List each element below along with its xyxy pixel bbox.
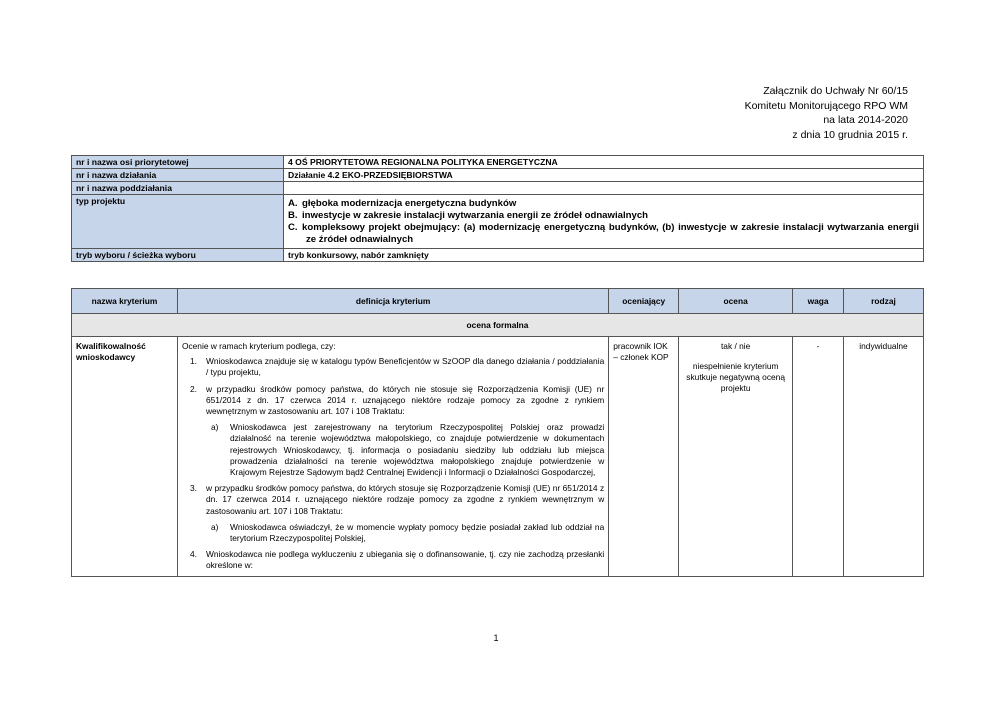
criteria-table	[71, 288, 924, 577]
definition-item: 1. Wnioskodawca znajduje się w katalogu typów Beneficjentów w SzOOP dla danego działania / poddziałania / typu projektu,	[189, 356, 605, 378]
info-row-action	[72, 169, 924, 182]
project-type-list	[288, 198, 919, 246]
header-line: Komitetu Monitorującego RPO WM	[744, 99, 908, 112]
project-type-item: A. głęboka modernizacja energetyczna budynków	[288, 198, 517, 209]
column-header-name: nazwa kryterium	[72, 289, 178, 314]
header-line: na lata 2014-2020	[823, 114, 908, 126]
definition-subitem: a) Wnioskodawca oświadczył, że w momencie wypłaty pomocy będzie posiadał zakład lub oddział na terytorium Rzeczypospolitej Polskiej,	[210, 521, 605, 544]
header-line: Załącznik do Uchwały Nr 60/15	[763, 85, 908, 97]
criterion-weight: -	[793, 337, 844, 577]
info-row-mode	[72, 249, 924, 262]
info-row-subaction	[72, 182, 924, 195]
project-info-table	[71, 155, 924, 262]
section-row	[72, 314, 924, 337]
type-label: typ projektu	[72, 195, 284, 249]
section-title: ocena formalna	[72, 314, 924, 337]
info-row-type	[72, 195, 924, 249]
column-header-weight: waga	[793, 289, 844, 314]
column-header-definition: definicja kryterium	[177, 289, 608, 314]
criterion-kind: indywidualne	[844, 337, 924, 577]
column-header-evaluator: oceniający	[609, 289, 679, 314]
criterion-definition	[177, 337, 608, 577]
definition-item: 3. w przypadku środków pomocy państwa, do których stosuje się Rozporządzenie Komisji (UE) nr 651/2014 z dn. 17 czerwca 2014 r. uznającego niektóre rodzaje pomocy za zgodne z rynkiem wewnętrznym w zastosowaniu art. 107 i 108 Traktatu:	[189, 483, 605, 516]
score-note: niespełnienie kryterium skutkuje negatywną oceną projektu	[686, 361, 785, 393]
type-value	[284, 195, 924, 249]
header-line: z dnia 10 grudnia 2015 r.	[792, 128, 908, 141]
score-value: tak / nie	[720, 341, 751, 351]
project-type-item: C. kompleksowy projekt obejmujący: (a) modernizację energetyczną budynków, (b) inwestycje w zakresie instalacji wytwarzania energii ze źródeł odnawialnych	[288, 222, 919, 245]
column-header-score: ocena	[679, 289, 793, 314]
subaction-value	[284, 182, 924, 195]
criterion-name: Kwalifikowalność wnioskodawcy	[72, 337, 178, 577]
definition-intro: Ocenie w ramach kryterium podlega, czy:	[181, 341, 336, 351]
document-header-note	[745, 84, 908, 142]
page-number: 1	[493, 633, 499, 643]
criteria-header-row	[72, 289, 924, 314]
definition-item: 2. w przypadku środków pomocy państwa, do których nie stosuje się Rozporządzenia Komisji (UE) nr 651/2014 z dn. 17 czerwca 2014 r. uznającego niektóre rodzaje pomocy za zgodne z rynkiem wewnętrznym w zastosowaniu art. 107 i 108 Traktatu:	[189, 383, 605, 417]
action-label: nr i nazwa działania	[72, 169, 284, 182]
mode-value: tryb konkursowy, nabór zamknięty	[284, 249, 924, 262]
column-header-kind: rodzaj	[844, 289, 924, 314]
definition-subitem: a) Wnioskodawca jest zarejestrowany na terytorium Rzeczypospolitej Polskiej oraz prowadzi działalność na terenie województwa małopolskiego, co znajduje potwierdzenie w dokumentach rejestrowych Wnioskodawcy, tj. informacja o posiadaniu siedziby lub oddziału lub miejsca prowadzenia działalności na terenie województwa małopolskiego znajduje potwierdzenie w Krajowym Rejestrze Sądowym bądź Centralnej Ewidencji i Informacji o Działalności Gospodarczej,	[210, 422, 605, 478]
criterion-row	[72, 337, 924, 577]
mode-label: tryb wyboru / ścieżka wyboru	[72, 249, 284, 262]
definition-item: 4. Wnioskodawca nie podlega wykluczeniu z ubiegania się o dofinansowanie, tj. czy nie zachodzą przesłanki określone w:	[189, 549, 605, 571]
axis-value: 4 OŚ PRIORYTETOWA REGIONALNA POLITYKA ENERGETYCZNA	[284, 156, 924, 169]
project-type-item: B. inwestycje w zakresie instalacji wytwarzania energii ze źródeł odnawialnych	[288, 210, 649, 221]
action-value: Działanie 4.2 EKO-PRZEDSIĘBIORSTWA	[284, 169, 924, 182]
subaction-label: nr i nazwa poddziałania	[72, 182, 284, 195]
axis-label: nr i nazwa osi priorytetowej	[72, 156, 284, 169]
info-row-axis	[72, 156, 924, 169]
criterion-evaluator: pracownik IOK – członek KOP	[609, 337, 679, 577]
criterion-score	[679, 337, 793, 577]
